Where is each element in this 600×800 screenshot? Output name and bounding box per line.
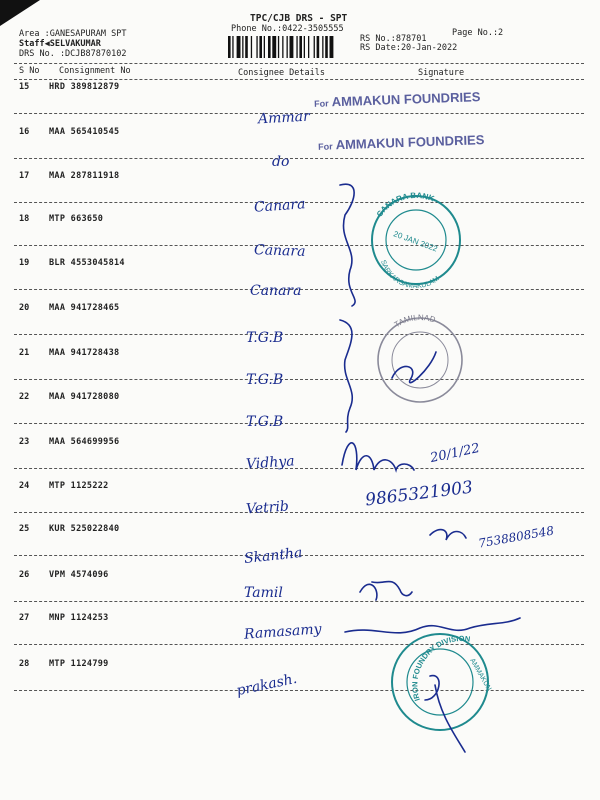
row-sno: 22 xyxy=(19,392,30,402)
row-consignment-no: MTP 1124799 xyxy=(49,659,109,669)
row-sno: 26 xyxy=(19,570,30,580)
row-consignment-no: HRD 389812879 xyxy=(49,82,120,92)
col-signature: Signature xyxy=(418,68,465,78)
company-stamp: For AMMAKUN FOUNDRIES xyxy=(313,89,481,110)
row-consignment-no: MAA 941728438 xyxy=(49,348,120,358)
row-sno: 20 xyxy=(19,303,30,313)
row-consignment-no: VPM 4574096 xyxy=(49,570,109,580)
canara-branch-text: SARKARSAMAKULAM xyxy=(379,259,441,291)
row-sno: 19 xyxy=(19,258,30,268)
phone-number: Phone No.:0422-3505555 xyxy=(231,24,344,34)
drs-number: DRS No. :DCJB87870102 xyxy=(19,49,127,59)
signature-scribble xyxy=(342,443,414,470)
col-consignment: Consignment No xyxy=(59,66,131,76)
row-sno: 28 xyxy=(19,659,30,669)
company-stamp: For AMMAKUN FOUNDRIES xyxy=(317,132,485,153)
consignee-name: Canara xyxy=(253,242,306,260)
consignee-name: prakash. xyxy=(235,670,299,700)
foundry-stamp-text: IRON FOUNDRY DIVISION xyxy=(410,634,471,703)
row-sno: 25 xyxy=(19,524,30,534)
row-sno: 16 xyxy=(19,127,30,137)
row-sno: 23 xyxy=(19,437,30,447)
consignee-name: Canara xyxy=(250,283,302,299)
handwritten-phone: 9865321903 xyxy=(364,477,474,511)
staff-name: SELVAKUMAR xyxy=(49,39,101,49)
brace-signature xyxy=(340,320,352,432)
row-consignment-no: MAA 565410545 xyxy=(49,127,120,137)
signature-scribble xyxy=(345,618,520,633)
consignee-name: T.G.B xyxy=(246,414,284,430)
row-sno: 18 xyxy=(19,214,30,224)
row-sno: 21 xyxy=(19,348,30,358)
row-consignment-no: KUR 525022840 xyxy=(49,524,120,534)
tmb-stamp xyxy=(378,318,462,402)
tmb-stamp-text: TAMILNAD xyxy=(392,312,437,330)
row-consignment-no: MAA 564699956 xyxy=(49,437,120,447)
row-consignment-no: MTP 663650 xyxy=(49,214,104,224)
page-number: Page No.:2 xyxy=(452,28,504,38)
rs-number: RS No.:878701 xyxy=(360,34,427,44)
col-sno: S No xyxy=(19,66,40,76)
canara-stamp-text: CANARA BANK xyxy=(374,190,436,219)
signature-scribble xyxy=(360,581,412,600)
col-consignee: Consignee Details xyxy=(238,68,325,78)
document-title: TPC/CJB DRS - SPT xyxy=(250,13,348,24)
consignee-name: Skantha xyxy=(243,544,304,568)
arrow-icon: ◀ xyxy=(44,39,50,49)
consignee-name: Tamil xyxy=(244,585,283,601)
row-consignment-no: MAA 287811918 xyxy=(49,171,120,181)
handwritten-phone: 7538808548 xyxy=(477,523,555,551)
consignee-name: Vetrib xyxy=(245,498,290,518)
foundry-company-text: AMMAKUN xyxy=(468,657,493,692)
row-sno: 15 xyxy=(19,82,30,92)
consignee-name: Canara xyxy=(253,196,306,216)
consignee-name: T.G.B xyxy=(246,372,284,388)
consignee-name: T.G.B xyxy=(246,330,284,346)
consignee-name: do xyxy=(272,154,290,170)
row-sno: 17 xyxy=(19,171,30,181)
handwritten-date: 20/1/22 xyxy=(428,440,482,467)
row-consignment-no: MTP 1125222 xyxy=(49,481,109,491)
row-sno: 27 xyxy=(19,613,30,623)
consignee-name: Ammar xyxy=(257,108,311,128)
row-consignment-no: MAA 941728465 xyxy=(49,303,120,313)
brace-signature xyxy=(340,184,355,306)
rs-date: RS Date:20-Jan-2022 xyxy=(360,43,458,53)
staff-label: Staff xyxy=(19,39,45,49)
canara-date-text: 20 JAN 2022 xyxy=(392,229,439,254)
consignee-name: Vidhya xyxy=(245,453,296,473)
row-consignment-no: MAA 941728080 xyxy=(49,392,120,402)
row-consignment-no: MNP 1124253 xyxy=(49,613,109,623)
row-sno: 24 xyxy=(19,481,30,491)
area-label: Area :GANESAPURAM SPT xyxy=(19,29,127,39)
consignee-name: Ramasamy xyxy=(243,621,323,643)
row-consignment-no: BLR 4553045814 xyxy=(49,258,125,268)
signature-scribble xyxy=(430,530,466,540)
